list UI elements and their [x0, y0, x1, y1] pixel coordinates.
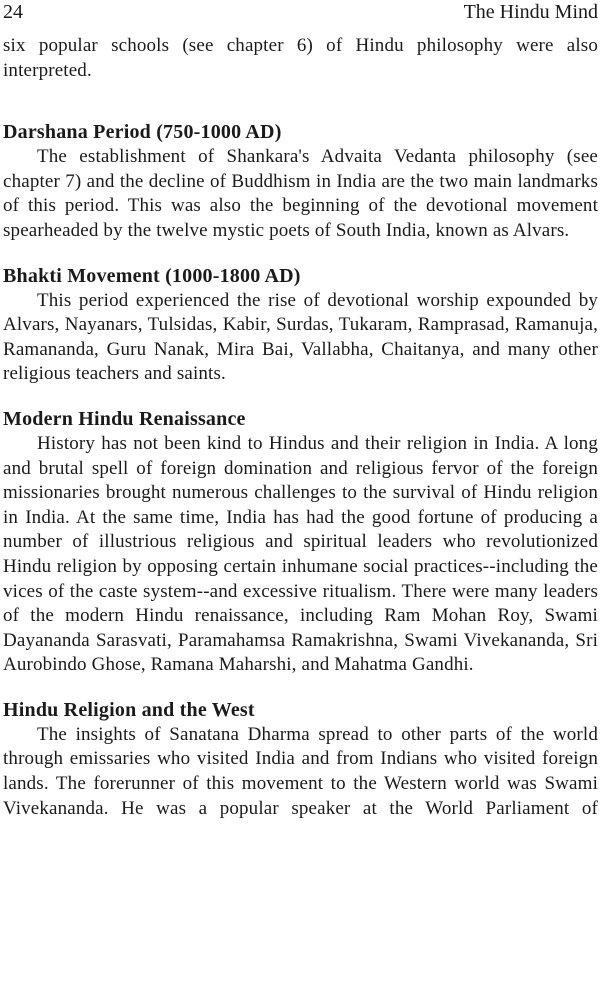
running-head [3, 0, 598, 34]
book-title: The Hindu Mind [463, 1, 598, 23]
section-darshana-period [3, 119, 598, 243]
page-number: 24 [3, 1, 23, 23]
section-body: This period experienced the rise of devotional worship expounded by Alvars, Nayanars, Tulsidas, Kabir, Surdas, Tukaram, Ramprasad, Ramanuja, Ramananda, Guru Nanak, Mira Bai, Vallabha, Chaitanya, and many other religious teachers and saints. [3, 289, 598, 385]
section-heading: Bhakti Movement (1000-1800 AD) [3, 264, 301, 287]
section-bhakti-movement [3, 263, 598, 387]
section-hindu-religion-and-the-west [3, 697, 598, 821]
book-page [3, 0, 598, 1000]
section-body: The insights of Sanatana Dharma spread to other parts of the world through emissaries who visited India and from Indians who visited foreign lands. The forerunner of this movement to the Western world was Swami Vivekananda. He was a popular speaker at the World Parliament of [3, 723, 598, 819]
section-body: History has not been kind to Hindus and their religion in India. A long and brutal spell of foreign domination and religious fervor of the foreign missionaries brought numerous challenges to the survival of Hindu religion in India. At the same time, India has had the good fortune of producing a number of illustrious religious and spiritual leaders who revolutionized Hindu religion by opposing certain inhumane social practices--including the vices of the caste system--and excessive ritualism. There were many leaders of the modern Hindu renaissance, including Ram Mohan Roy, Swami Dayananda Sarasvati, Paramahamsa Ramakrishna, Swami Vivekananda, Sri Aurobindo Ghose, Ramana Maharshi, and Mahatma Gandhi. [3, 432, 598, 676]
section-body: The establishment of Shankara's Advaita Vedanta philosophy (see chapter 7) and the decline of Buddhism in India are the two main landmarks of this period. This was also the beginning of the devotional movement spearheaded by the twelve mystic poets of South India, known as Alvars. [3, 146, 598, 241]
section-heading: Hindu Religion and the West [3, 698, 255, 721]
section-modern-hindu-renaissance [3, 406, 598, 678]
section-heading: Modern Hindu Renaissance [3, 407, 246, 430]
intro-paragraph: six popular schools (see chapter 6) of Hindu philosophy were also interpreted. [3, 35, 598, 81]
section-heading: Darshana Period (750-1000 AD) [3, 121, 282, 144]
